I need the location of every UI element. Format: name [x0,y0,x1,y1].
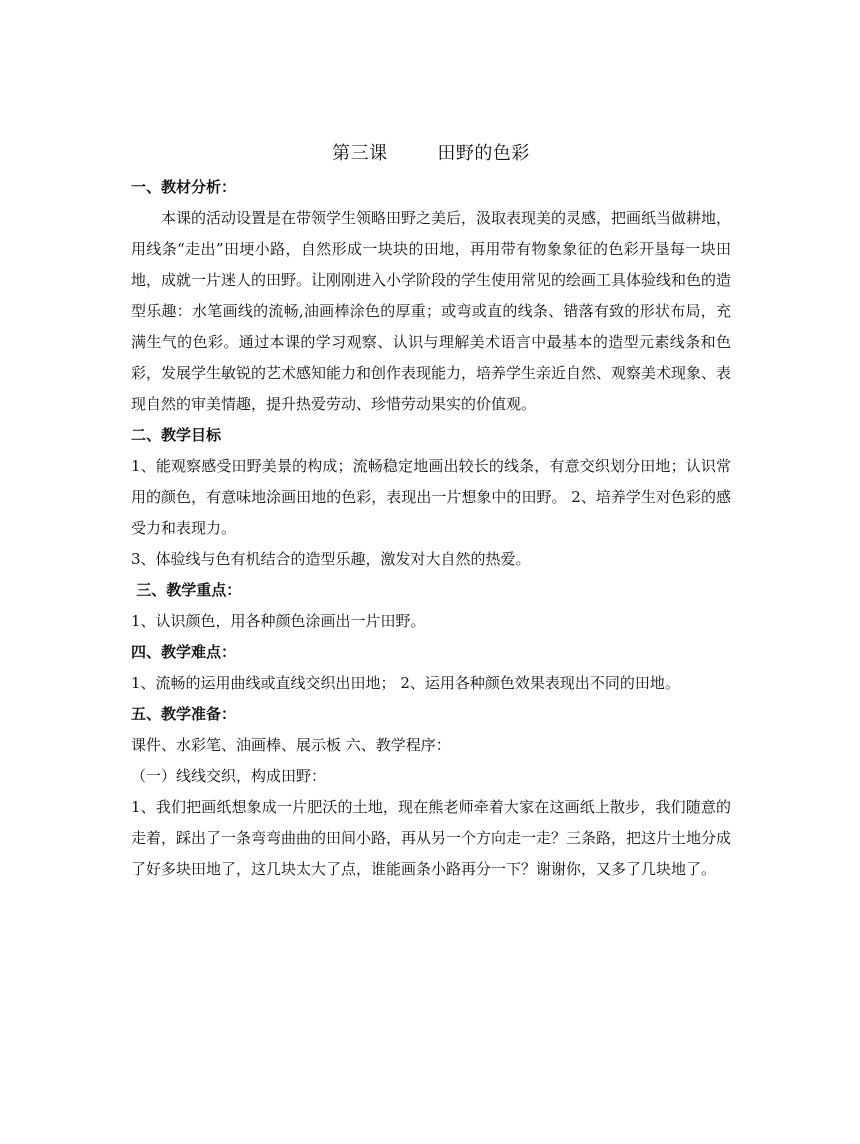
section-heading-preparation: 五、教学准备： [131,705,237,723]
section-heading-objectives: 二、教学目标 [131,426,222,444]
key-points-paragraph: 1、认识颜色，用各种颜色涂画出一片田野。 [131,612,426,630]
section-analysis-paragraph: 本课的活动设置是在带领学生领略田野之美后，汲取表现美的灵感，把画纸当做耕地，用线条“走出”田埂小路，自然形成一块块的田地，再用带有物象象征的色彩开垦每一块田地，成就一片迷人的田野。让刚刚进入小学阶段的学生使用常见的绘画工具体验线和色的造型乐趣：水笔画线的流畅,油画棒涂色的厚重；或弯或直的线条、错落有致的形状布局，充满生气的色彩。通过本课的学习观察、认识与理解美术语言中最基本的造型元素线条和色彩，发展学生敏锐的艺术感知能力和创作表现能力，培养学生亲近自然、观察美术现象、表现自然的审美情趣，提升热爱劳动、珍惜劳动果实的价值观。 [131,209,732,413]
preparation-paragraph: 课件、水彩笔、油画棒、展示板 六、教学程序： [131,736,451,754]
section-heading-difficulties: 四、教学难点： [131,643,237,661]
difficulties-paragraph: 1、流畅的运用曲线或直线交织出田地； 2、运用各种颜色效果表现出不同的田地。 [131,674,680,692]
section-heading-key-points: 三、教学重点： [131,581,242,599]
procedure-subheading: （一）线线交织，构成田野： [131,767,327,785]
objectives-paragraph-1: 1、能观察感受田野美景的构成；流畅稳定地画出较长的线条，有意交织划分田地；认识常用的颜色，有意味地涂画田地的色彩，表现出一片想象中的田野。 2、培养学生对色彩的感受力和表现力。 [131,457,731,537]
page-title: 第三课 田野的色彩 [332,143,530,164]
procedure-paragraph: 1、我们把画纸想象成一片肥沃的土地，现在熊老师牵着大家在这画纸上散步，我们随意的走着，踩出了一条弯弯曲曲的田间小路，再从另一个方向走一走？三条路，把这片土地分成了好多块田地了，这几块太大了点，谁能画条小路再分一下？谢谢你，又多了几块地了。 [131,798,732,878]
objectives-paragraph-2: 3、体验线与色有机结合的造型乐趣，激发对大自然的热爱。 [131,550,531,568]
document-page [131,140,731,885]
section-heading-analysis: 一、教材分析： [131,178,237,196]
